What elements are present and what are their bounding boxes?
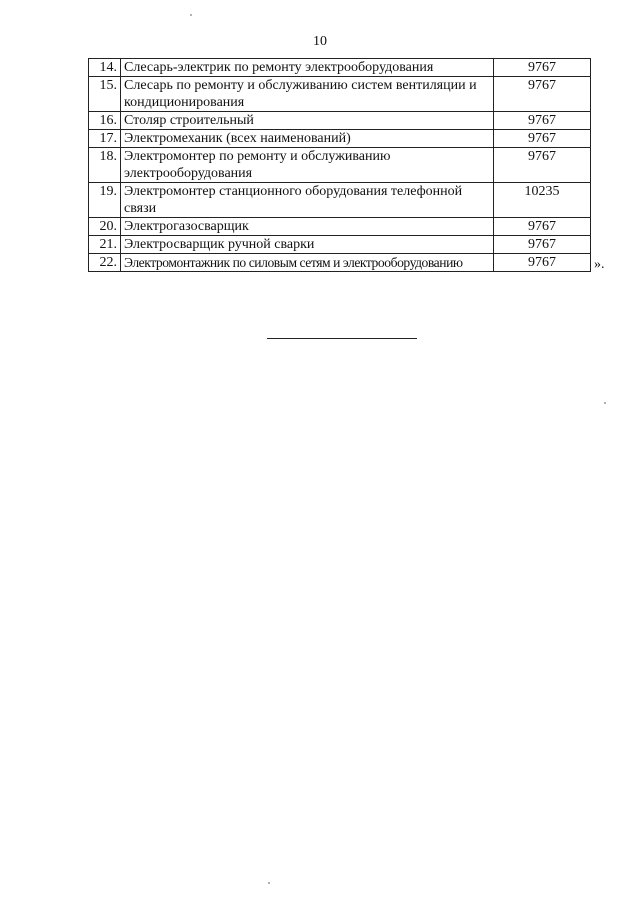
row-number: 20. xyxy=(89,218,121,236)
occupation-title: Электромонтер станционного оборудования телефонной связи xyxy=(121,183,494,218)
table-row xyxy=(89,130,591,148)
occupation-value: 9767 xyxy=(494,236,591,254)
table-row xyxy=(89,218,591,236)
table-row xyxy=(89,59,591,77)
table-row xyxy=(89,112,591,130)
section-divider xyxy=(267,338,417,339)
row-number: 14. xyxy=(89,59,121,77)
row-number: 21. xyxy=(89,236,121,254)
occupation-title: Столяр строительный xyxy=(121,112,494,130)
occupation-title: Электромонтер по ремонту и обслуживанию электрооборудования xyxy=(121,148,494,183)
occupation-value: 9767 xyxy=(494,218,591,236)
scan-speck xyxy=(604,402,606,404)
scan-speck xyxy=(190,14,192,16)
occupation-title: Электрогазосварщик xyxy=(121,218,494,236)
scan-speck xyxy=(268,882,270,884)
occupation-table xyxy=(88,58,591,272)
occupation-value: 9767 xyxy=(494,59,591,77)
occupation-title: Слесарь по ремонту и обслуживанию систем вентиляции и кондиционирования xyxy=(121,77,494,112)
row-number: 15. xyxy=(89,77,121,112)
occupation-title: Электромонтажник по силовым сетям и электрооборудованию xyxy=(121,254,494,272)
page-number: 10 xyxy=(313,34,327,49)
occupation-value: 9767 xyxy=(494,254,591,272)
occupation-title: Слесарь-электрик по ремонту электрооборудования xyxy=(121,59,494,77)
table-row xyxy=(89,254,591,272)
occupation-value: 9767 xyxy=(494,112,591,130)
table-row xyxy=(89,236,591,254)
occupation-value: 9767 xyxy=(494,130,591,148)
table-row xyxy=(89,183,591,218)
occupation-title: Электромеханик (всех наименований) xyxy=(121,130,494,148)
occupation-title: Электросварщик ручной сварки xyxy=(121,236,494,254)
closing-quote: ». xyxy=(594,257,605,272)
occupation-value: 10235 xyxy=(494,183,591,218)
table-row xyxy=(89,148,591,183)
table-row xyxy=(89,77,591,112)
row-number: 22. xyxy=(89,254,121,272)
row-number: 19. xyxy=(89,183,121,218)
occupation-value: 9767 xyxy=(494,148,591,183)
row-number: 17. xyxy=(89,130,121,148)
row-number: 18. xyxy=(89,148,121,183)
row-number: 16. xyxy=(89,112,121,130)
occupation-value: 9767 xyxy=(494,77,591,112)
